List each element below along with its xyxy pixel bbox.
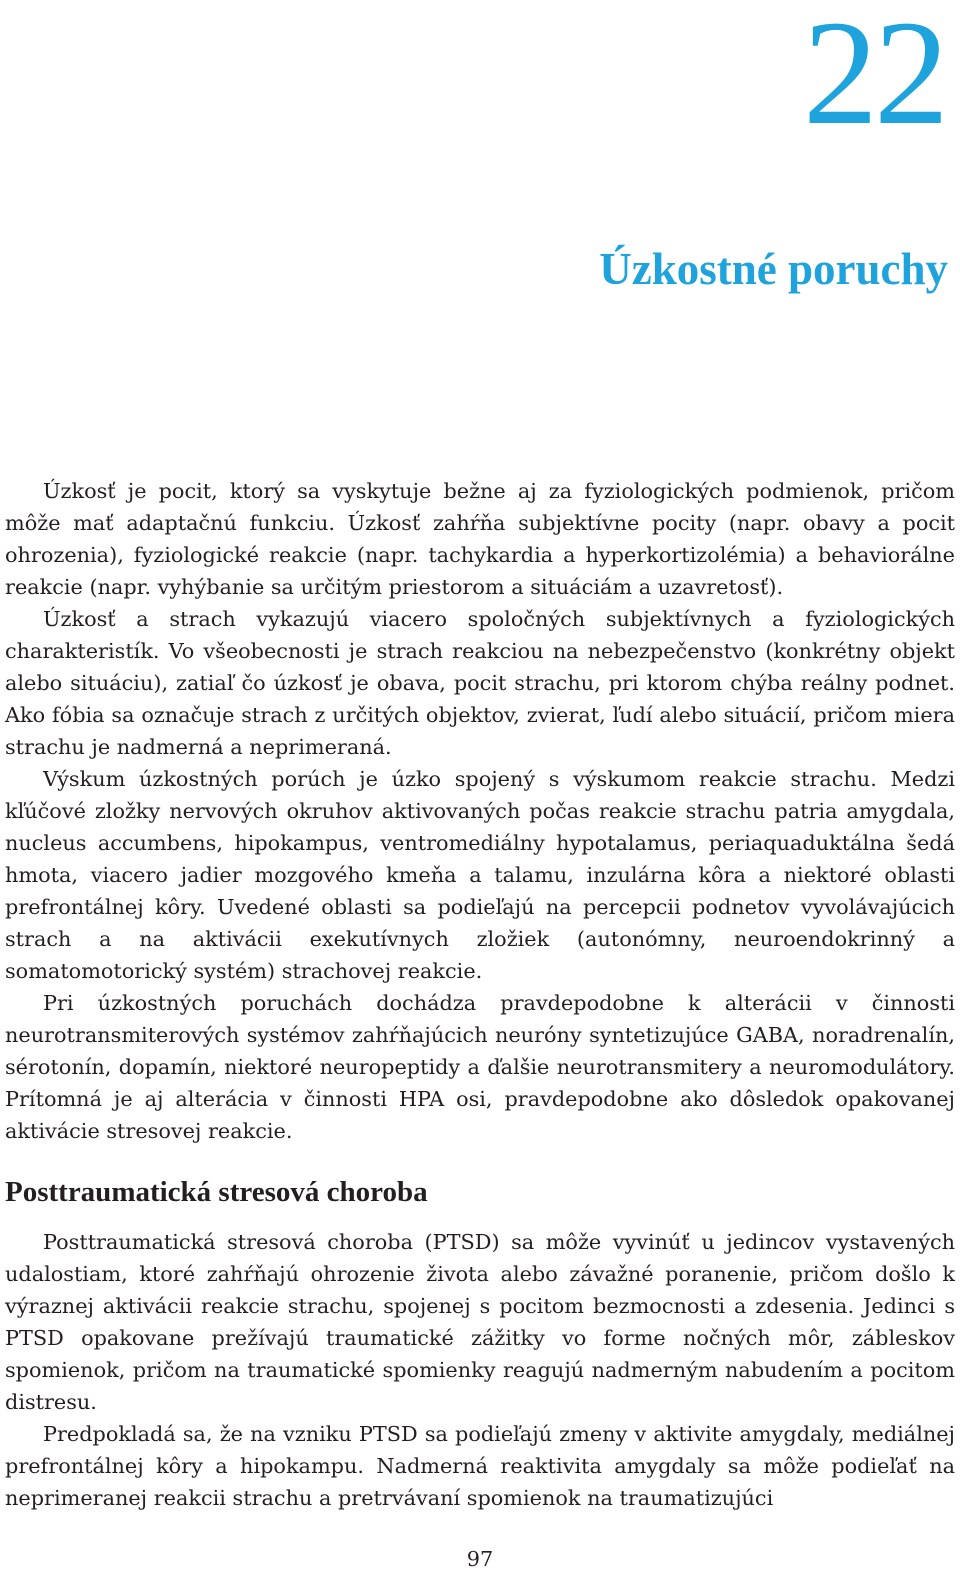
paragraph: Úzkosť a strach vykazujú viacero spoločných subjektívnych a fyziologických charakteristík. Vo všeobecnosti je strach reakciou na nebezpečenstvo (konkrétny objekt alebo situáciu), zatiaľ čo úzkosť je obava, pocit strachu, pri ktorom chýba reálny podnet. Ako fóbia sa označuje strach z určitých objektov, zvierat, ľudí alebo situácií, pričom miera strachu je nadmerná a neprimeraná. [5,607,955,759]
chapter-title: Úzkostné poruchy [599,244,948,295]
paragraph: Predpokladá sa, že na vzniku PTSD sa podieľajú zmeny v aktivite amygdaly, mediálnej prefrontálnej kôry a hipokampu. Nadmerná reaktivita amygdaly sa môže podieľať na neprimeranej reakcii strachu a pretrvávaní spomienok na traumatizujúci [5,1422,955,1510]
paragraph: Úzkosť je pocit, ktorý sa vyskytuje bežne aj za fyziologických podmienok, pričom môže mať adaptačnú funkciu. Úzkosť zahŕňa subjektívne pocity (napr. obavy a pocit ohrozenia), fyziologické reakcie (napr. tachykardia a hyperkortizolémia) a behaviorálne reakcie (napr. vyhýbanie sa určitým priestorom a situáciám a uzavretosť). [5,479,955,599]
section-heading: Posttraumatická stresová choroba [5,1176,428,1208]
section-text [5,1226,955,1514]
paragraph: Posttraumatická stresová choroba (PTSD) sa môže vyvinúť u jedincov vystavených udalostiam, ktoré zahŕňajú ohrozenie života alebo závažné poranenie, pričom došlo k výraznej aktivácii reakcie strachu, spojenej s pocitom bezmocnosti a zdesenia. Jedinci s PTSD opakovane prežívajú traumatické zážitky vo forme nočných môr, zábleskov spomienok, pričom na traumatické spomienky reagujú nadmerným nabudením a pocitom distresu. [5,1230,955,1414]
intro-text [5,475,955,1147]
page-number: 97 [466,1547,494,1571]
paragraph: Pri úzkostných poruchách dochádza pravdepodobne k alterácii v činnosti neurotransmiterových systémov zahŕňajúcich neuróny syntetizujúce GABA, noradrenalín, sérotonín, dopamín, niektoré neuropeptidy a ďalšie neurotransmitery a neuromodulátory. Prítomná je aj alterácia v činnosti HPA osi, pravdepodobne ako dôsledok opakovanej aktivácie stresovej reakcie. [5,991,955,1143]
paragraph: Výskum úzkostných porúch je úzko spojený s výskumom reakcie strachu. Medzi kľúčové zložky nervových okruhov aktivovaných počas reakcie strachu patria amygdala, nucleus accumbens, hipokampus, ventromediálny hypotalamus, periaquaduktálna šedá hmota, viacero jadier mozgového kmeňa a talamu, inzulárna kôra a niektoré oblasti prefrontálnej kôry. Uvedené oblasti sa podieľajú na percepcii podnetov vyvolávajúcich strach a na aktivácii exekutívnych zložiek (autonómny, neuroendokrinný a somatomotorický systém) strachovej reakcie. [5,767,955,983]
chapter-number: 22 [803,0,945,156]
